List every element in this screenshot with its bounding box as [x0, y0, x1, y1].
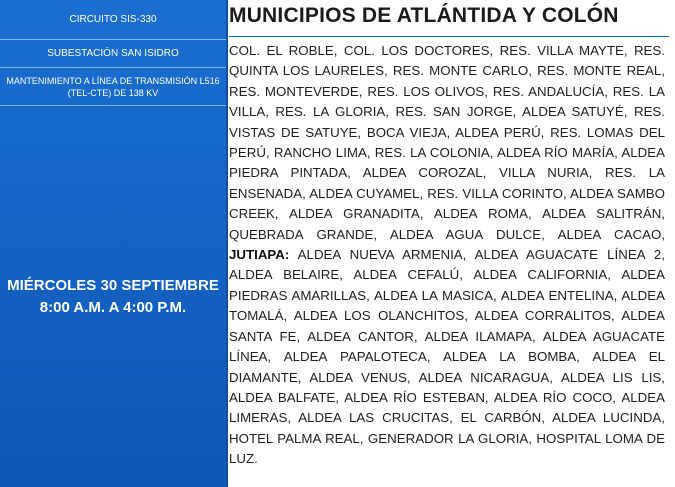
areas-part-2: ALDEA NUEVA ARMENIA, ALDEA AGUACATE LÍNEA 2, ALDEA BELAIRE, ALDEA CEFALÚ, ALDEA CALIFORNIA, ALDEA PIEDRAS AMARILLAS, ALDEA LA MASICA, ALDEA ENTELINA, ALDEA TOMALÁ, ALDEA LOS OLANCHITOS, ALDEA CORRALITOS, ALDEA SANTA FE, ALDEA CANTOR, ALDEA ILAMAPA, ALDEA AGUACATE LÍNEA, ALDEA PAPALOTECA, ALDEA LA BOMBA, ALDEA EL DIAMANTE, ALDEA VENUS, ALDEA NICARAGUA, ALDEA LIS LIS, ALDEA BALFATE, ALDEA RÍO ESTEBAN, ALDEA RÍO COCO, ALDEA LIMERAS, ALDEA LAS CRUCITAS, EL CARBÓN, ALDEA LUCINDA, HOTEL PALMA REAL, GENERADOR LA GLORIA, HOSPITAL LOMA DE LUZ.: [229, 247, 665, 467]
date-label: MIÉRCOLES 30 SEPTIEMBRE: [7, 276, 219, 294]
affected-areas-panel: [229, 0, 669, 487]
maintenance-label: MANTENIMIENTO A LÍNEA DE TRANSMISIÓN L516 (TEL-CTE) DE 138 KV: [0, 68, 226, 106]
schedule-panel: [0, 0, 226, 487]
affected-areas-text: [229, 41, 665, 470]
areas-part-1: COL. EL ROBLE, COL. LOS DOCTORES, RES. VILLA MAYTE, RES. QUINTA LOS LAURELES, RES. MONTE CARLO, RES. MONTE REAL, RES. MONTEVERDE, RES. LOS OLIVOS, RES. ANDALUCÍA, RES. LA VILLA, RES. LA GLORIA, RES. SAN JORGE, ALDEA SATUYÉ, RES. VISTAS DE SATUYE, BOCA VIEJA, ALDEA PERÚ, RES. LOMAS DEL PERÚ, RANCHO LIMA, RES. LA COLONIA, ALDEA RÍO MARÍA, ALDEA PIEDRA PINTADA, ALDEA COROZAL, VILLA NURIA, RES. LA ENSENADA, ALDEA CUYAMEL, RES. VILLA CORINTO, ALDEA SAMBO CREEK, ALDEA GRANADITA, ALDEA ROMA, ALDEA SALITRÁN, QUEBRADA GRANDE, ALDEA AGUA DULCE, ALDEA CACAO,: [229, 43, 665, 242]
page-title: MUNICIPIOS DE ATLÁNTIDA Y COLÓN: [229, 4, 669, 37]
substation-label: SUBESTACIÓN SAN ISIDRO: [0, 40, 226, 68]
schedule-block: [0, 106, 226, 487]
column-divider: [226, 0, 228, 487]
time-label: 8:00 A.M. A 4:00 P.M.: [39, 298, 187, 316]
jutiapa-label: JUTIAPA:: [229, 247, 290, 263]
circuit-label: CIRCUITO SIS-330: [0, 0, 226, 40]
